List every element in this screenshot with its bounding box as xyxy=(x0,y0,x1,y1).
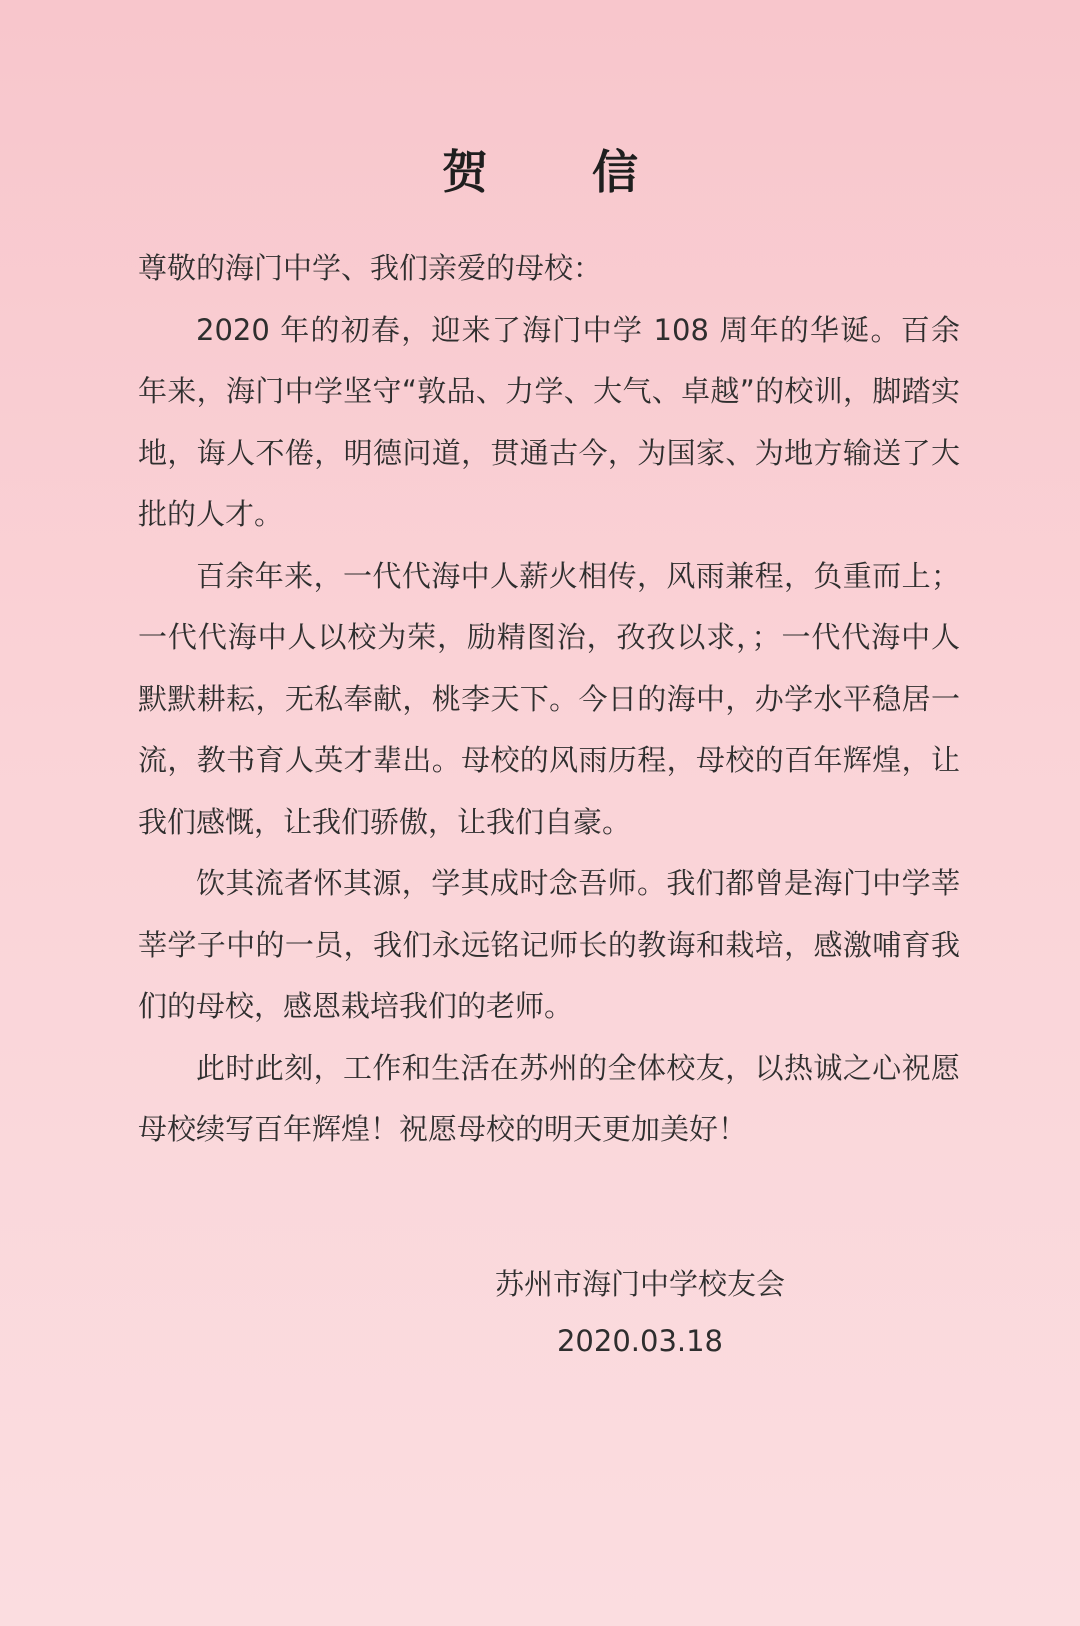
letter-body xyxy=(138,238,960,1161)
letter-date: 2020.03.18 xyxy=(556,1324,724,1358)
paragraph-2: 百余年来，一代代海中人薪火相传，风雨兼程，负重而上；一代代海中人以校为荣，励精图治，孜孜以求，；一代代海中人默默耕耘，无私奉献，桃李天下。今日的海中，办学水平稳居一流，教书育人英才辈出。母校的风雨历程，母校的百年辉煌，让我们感慨，让我们骄傲，让我们自豪。 xyxy=(138,558,960,839)
letter-title: 贺 信 xyxy=(441,145,682,199)
letter-signature: 苏州市海门中学校友会 xyxy=(494,1267,785,1301)
letter-salutation: 尊敬的海门中学、我们亲爱的母校： xyxy=(138,251,603,285)
paragraph-4: 此时此刻，工作和生活在苏州的全体校友，以热诚之心祝愿母校续写百年辉煌！祝愿母校的明天更加美好！ xyxy=(138,1050,960,1146)
paragraph-3: 饮其流者怀其源，学其成时念吾师。我们都曾是海门中学莘莘学子中的一员，我们永远铭记师长的教诲和栽培，感激哺育我们的母校，感恩栽培我们的老师。 xyxy=(138,866,960,1023)
paragraph-1: 2020 年的初春，迎来了海门中学 108 周年的华诞。百余年来，海门中学坚守“敦品、力学、大气、卓越”的校训，脚踏实地，诲人不倦，明德问道，贯通古今，为国家、为地方输送了大批的人才。 xyxy=(138,312,960,531)
